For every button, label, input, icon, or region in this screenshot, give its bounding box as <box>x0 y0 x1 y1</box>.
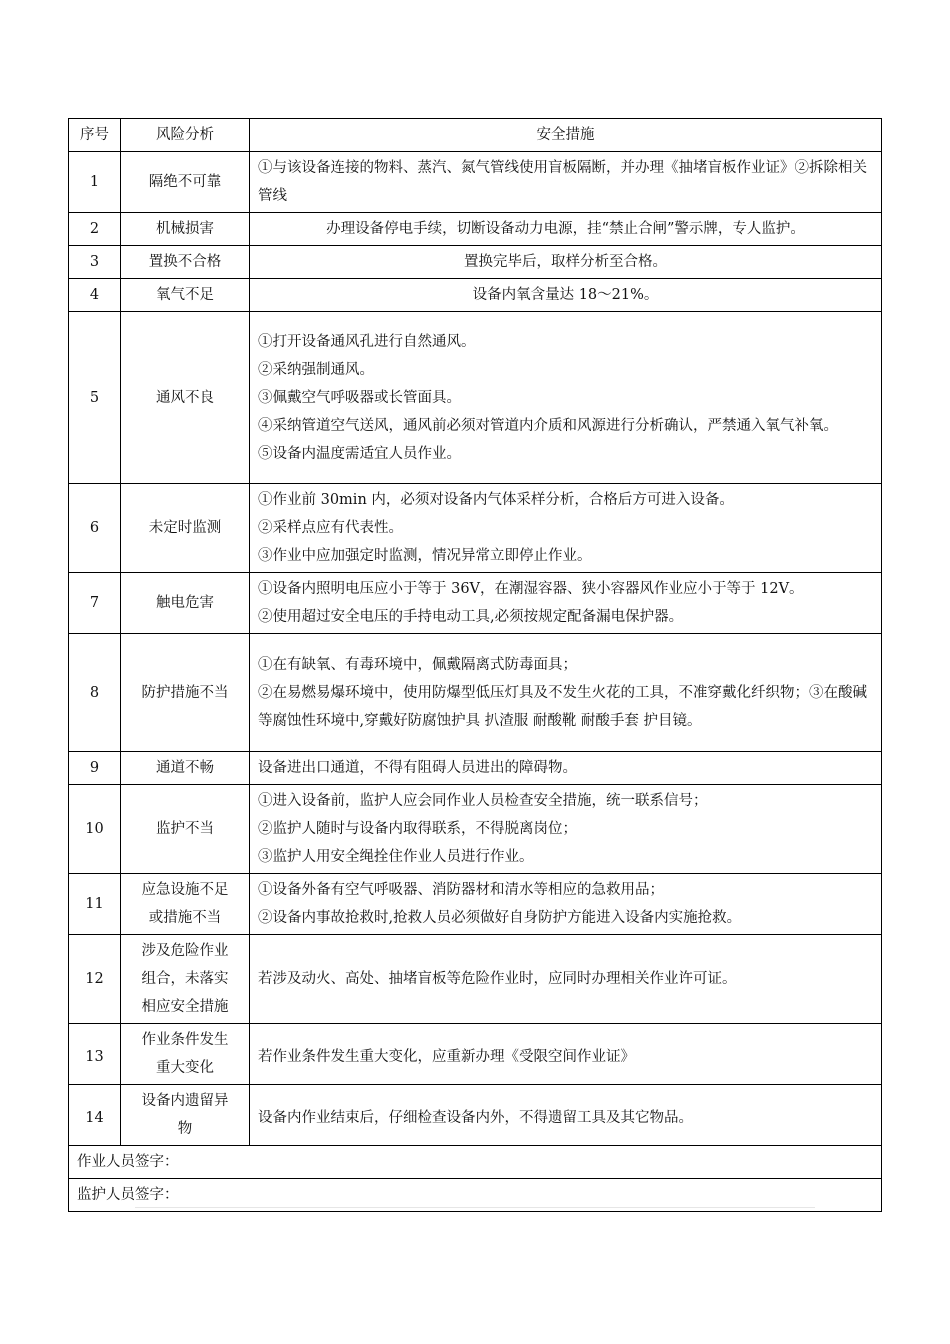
row-risk: 防护措施不当 <box>121 634 250 752</box>
row-no: 8 <box>69 634 121 752</box>
table-row <box>69 573 882 634</box>
row-risk: 通道不畅 <box>121 752 250 785</box>
row-risk: 涉及危险作业 组合，未落实 相应安全措施 <box>121 935 250 1024</box>
safety-measures-table <box>68 118 882 1212</box>
row-risk: 氧气不足 <box>121 279 250 312</box>
row-no: 12 <box>69 935 121 1024</box>
header-measure: 安全措施 <box>250 119 882 152</box>
row-no: 5 <box>69 312 121 484</box>
row-risk: 通风不良 <box>121 312 250 484</box>
row-no: 13 <box>69 1024 121 1085</box>
row-risk: 未定时监测 <box>121 484 250 573</box>
row-no: 1 <box>69 152 121 213</box>
row-no: 6 <box>69 484 121 573</box>
row-risk: 监护不当 <box>121 785 250 874</box>
table-row <box>69 1085 882 1146</box>
row-no: 14 <box>69 1085 121 1146</box>
table-row <box>69 874 882 935</box>
row-measure: ①设备内照明电压应小于等于 36V，在潮湿容器、狭小容器风作业应小于等于 12V。 ②使用超过安全电压的手持电动工具,必须按规定配备漏电保护器。 <box>250 573 882 634</box>
row-measure: ①进入设备前，监护人应会同作业人员检查安全措施，统一联系信号； ②监护人随时与设备内取得联系，不得脱离岗位； ③监护人用安全绳拴住作业人员进行作业。 <box>250 785 882 874</box>
row-measure: 置换完毕后，取样分析至合格。 <box>250 246 882 279</box>
row-measure: 若涉及动火、高处、抽堵盲板等危险作业时，应同时办理相关作业许可证。 <box>250 935 882 1024</box>
signature-row-worker <box>69 1146 882 1179</box>
row-risk: 置换不合格 <box>121 246 250 279</box>
header-risk: 风险分析 <box>121 119 250 152</box>
footer-divider <box>135 1207 815 1208</box>
table-row <box>69 484 882 573</box>
row-no: 7 <box>69 573 121 634</box>
table-row <box>69 752 882 785</box>
row-no: 10 <box>69 785 121 874</box>
header-no: 序号 <box>69 119 121 152</box>
row-no: 4 <box>69 279 121 312</box>
table-header-row <box>69 119 882 152</box>
row-risk: 作业条件发生 重大变化 <box>121 1024 250 1085</box>
table-row <box>69 785 882 874</box>
table-row <box>69 279 882 312</box>
row-risk: 机械损害 <box>121 213 250 246</box>
row-measure: ①在有缺氧、有毒环境中，佩戴隔离式防毒面具； ②在易燃易爆环境中，使用防爆型低压灯具及不发生火花的工具，不准穿戴化纤织物；③在酸碱等腐蚀性环境中,穿戴好防腐蚀护具 扒渣服 耐酸靴 耐酸手套 护目镜。 <box>250 634 882 752</box>
row-risk: 触电危害 <box>121 573 250 634</box>
row-measure: ①设备外备有空气呼吸器、消防器材和清水等相应的急救用品； ②设备内事故抢救时,抢救人员必须做好自身防护方能进入设备内实施抢救。 <box>250 874 882 935</box>
row-measure: 设备内作业结束后，仔细检查设备内外，不得遗留工具及其它物品。 <box>250 1085 882 1146</box>
table-row <box>69 312 882 484</box>
row-no: 2 <box>69 213 121 246</box>
table-row <box>69 246 882 279</box>
row-measure: 办理设备停电手续，切断设备动力电源，挂“禁止合闸”警示牌，专人监护。 <box>250 213 882 246</box>
table-row <box>69 213 882 246</box>
table-row <box>69 1024 882 1085</box>
table-row <box>69 935 882 1024</box>
row-measure: ①与该设备连接的物料、蒸汽、氮气管线使用盲板隔断，并办理《抽堵盲板作业证》②拆除相关管线 <box>250 152 882 213</box>
row-measure: ①打开设备通风孔进行自然通风。 ②采纳强制通风。 ③佩戴空气呼吸器或长管面具。 ④采纳管道空气送风，通风前必须对管道内介质和风源进行分析确认，严禁通入氧气补氧。 ⑤设备内温度需适宜人员作业。 <box>250 312 882 484</box>
row-risk: 隔绝不可靠 <box>121 152 250 213</box>
worker-signature-label: 作业人员签字： <box>69 1146 882 1179</box>
row-no: 3 <box>69 246 121 279</box>
supervisor-signature-label: 监护人员签字： <box>69 1179 882 1212</box>
row-no: 9 <box>69 752 121 785</box>
table-row <box>69 152 882 213</box>
row-risk: 应急设施不足 或措施不当 <box>121 874 250 935</box>
row-measure: 设备内氧含量达 18～21%。 <box>250 279 882 312</box>
table-row <box>69 634 882 752</box>
row-risk: 设备内遗留异 物 <box>121 1085 250 1146</box>
row-measure: 若作业条件发生重大变化，应重新办理《受限空间作业证》 <box>250 1024 882 1085</box>
row-no: 11 <box>69 874 121 935</box>
row-measure: ①作业前 30min 内，必须对设备内气体采样分析，合格后方可进入设备。 ②采样点应有代表性。 ③作业中应加强定时监测，情况异常立即停止作业。 <box>250 484 882 573</box>
row-measure: 设备进出口通道，不得有阻碍人员进出的障碍物。 <box>250 752 882 785</box>
